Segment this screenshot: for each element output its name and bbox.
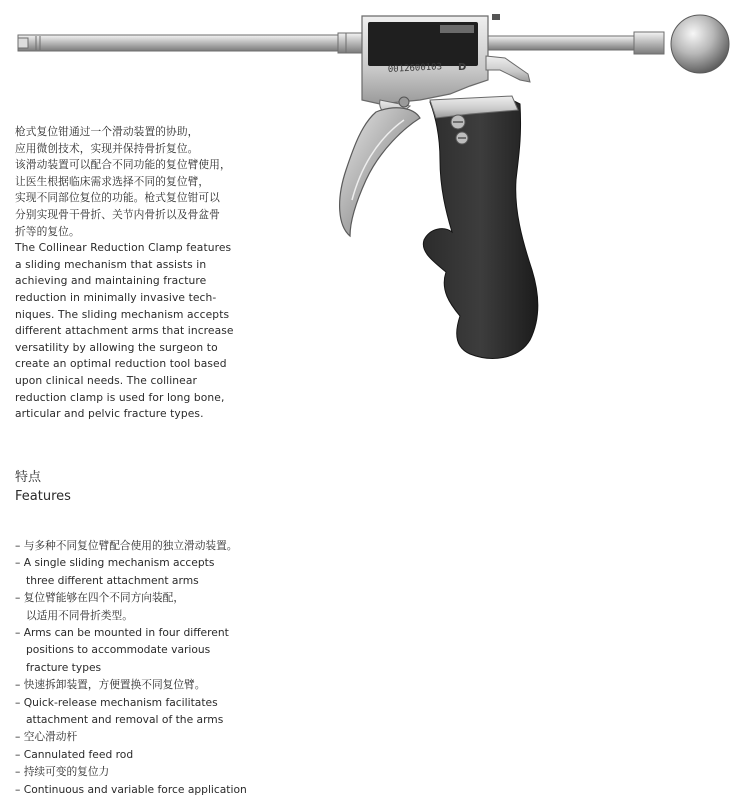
end-knob [671, 15, 729, 73]
intro-en-line: achieving and maintaining fracture [15, 274, 207, 288]
intro-zh-line: 枪式复位钳通过一个滑动装置的协助， [15, 125, 199, 138]
feature-line: – Quick-release mechanism facilitates [15, 695, 218, 709]
feature-line: – Continuous and variable force application [15, 782, 247, 796]
feature-line: three different attachment arms [26, 573, 199, 587]
intro-en-line: articular and pelvic fracture types. [15, 407, 204, 421]
intro-zh-line: 分别实现骨干骨折、关节内骨折以及骨盆骨 [15, 207, 220, 221]
intro-en-line: a sliding mechanism that assists in [15, 257, 207, 271]
feature-line: – 持续可变的复位力 [15, 765, 110, 779]
intro-zh-line: 让医生根据临床需求选择不同的复位臂， [15, 174, 210, 188]
features-list [15, 537, 295, 798]
intro-en-line: niques. The sliding mechanism accepts [15, 307, 230, 321]
trigger [340, 108, 420, 236]
feature-line: – Arms can be mounted in four different [15, 626, 229, 640]
intro-en-line: different attachment arms that increase [15, 324, 234, 338]
intro-zh-line: 该滑动装置可以配合不同功能的复位臂使用， [15, 158, 231, 172]
intro-en-line: reduction in minimally invasive tech- [15, 290, 217, 304]
feature-line: positions to accommodate various [26, 643, 211, 657]
logo-mark: D [458, 62, 467, 73]
feature-line: – A single sliding mechanism accepts [15, 556, 215, 570]
serial-number: 0012600103 [387, 62, 443, 75]
feature-line: fracture types [26, 660, 102, 674]
intro-en-line: create an optimal reduction tool based [15, 357, 227, 371]
intro-en-line: versatility by allowing the surgeon to [15, 340, 218, 354]
intro-zh-line: 实现不同部位复位的功能。枪式复位钳可以 [15, 191, 220, 205]
feature-line: – 复位臂能够在四个不同方向装配， [15, 591, 185, 605]
feature-line: – 快速拆卸装置，方便置换不同复位臂。 [15, 678, 206, 692]
intro-en-line: The Collinear Reduction Clamp features [15, 241, 232, 255]
feature-line: – 与多种不同复位臂配合使用的独立滑动装置。 [15, 539, 238, 552]
pistol-grip [423, 98, 537, 358]
feature-line: – Cannulated feed rod [15, 747, 134, 761]
features-heading [15, 468, 71, 506]
feature-line: 以适用不同骨折类型。 [26, 608, 133, 622]
intro-en-line: upon clinical needs. The collinear [15, 373, 197, 387]
product-description [15, 124, 265, 423]
intro-en-line: reduction clamp is used for long bone, [15, 390, 225, 404]
intro-zh-line: 应用微创技术，实现并保持骨折复位。 [15, 141, 199, 155]
features-title-zh: 特点 [15, 470, 42, 485]
feature-line: – 空心滑动杆 [15, 730, 78, 744]
intro-zh-line: 折等的复位。 [15, 224, 80, 238]
features-title-en: Features [15, 489, 71, 504]
feature-line: attachment and removal of the arms [26, 713, 224, 727]
